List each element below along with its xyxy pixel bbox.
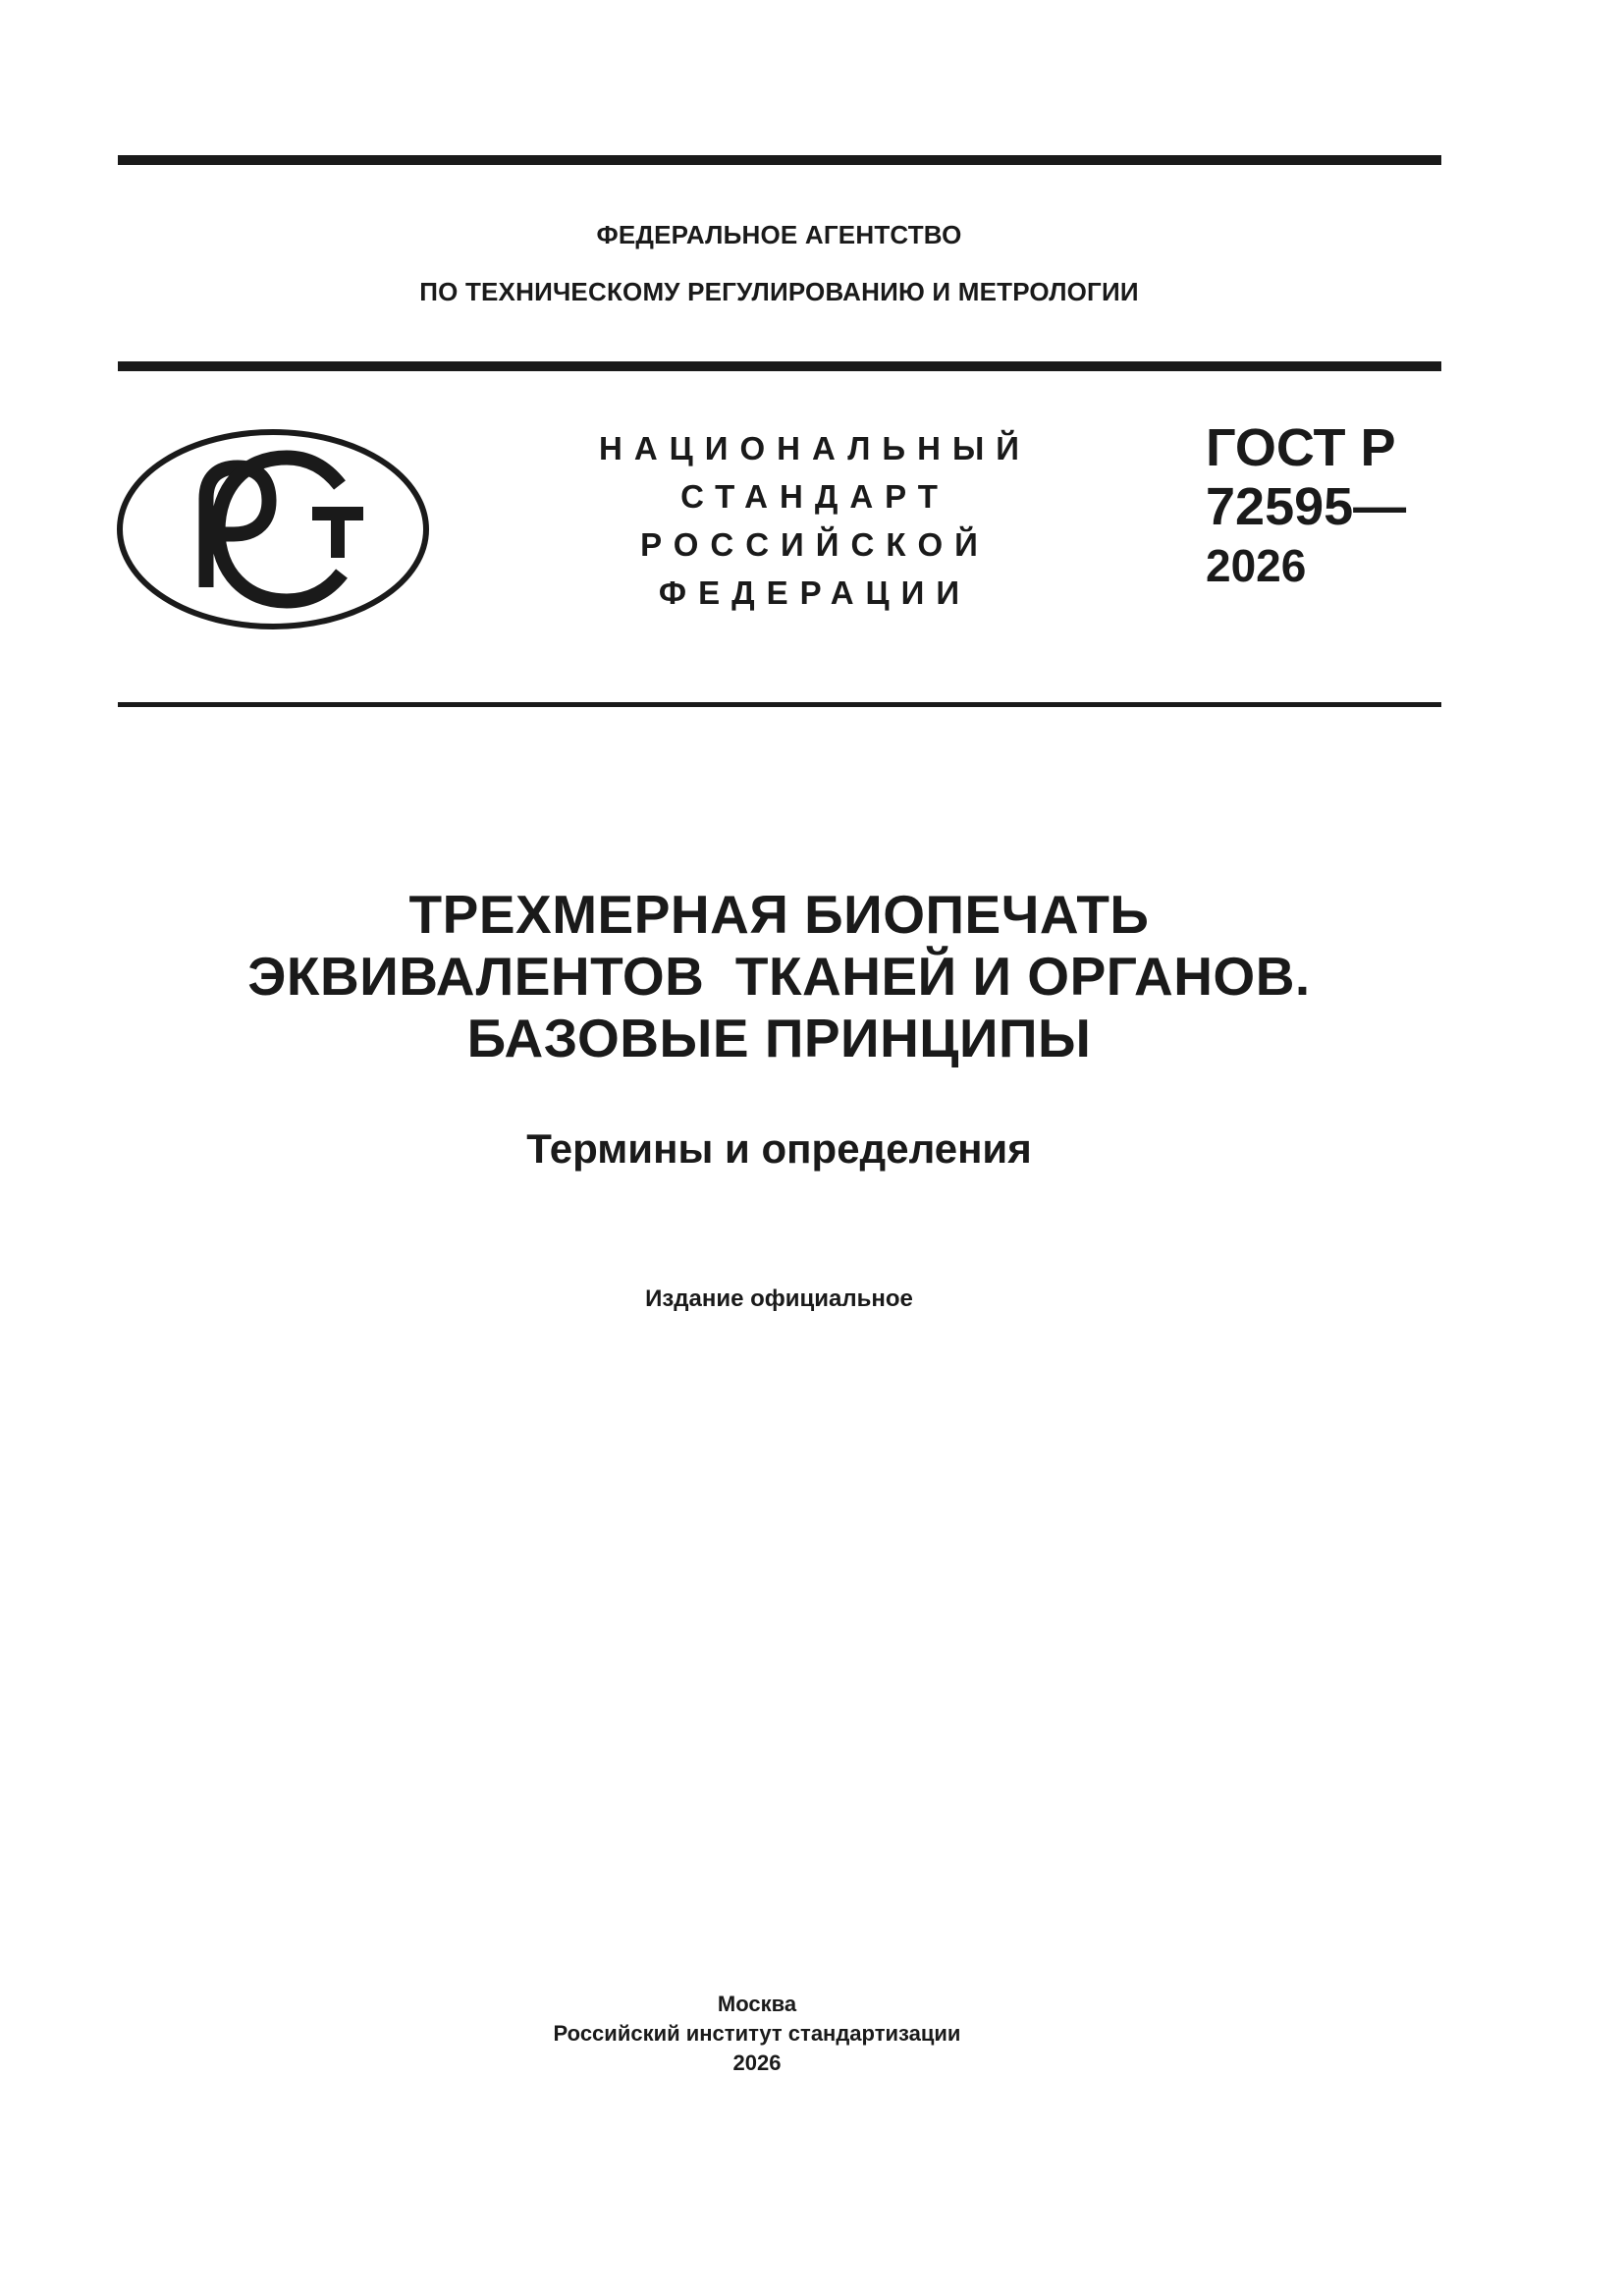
agency-name-line2: ПО ТЕХНИЧЕСКОМУ РЕГУЛИРОВАНИЮ И МЕТРОЛОГИИ — [419, 277, 1139, 306]
title-line: БАЗОВЫЕ ПРИНЦИПЫ — [466, 1008, 1092, 1068]
edition-note: Издание официальное — [645, 1285, 913, 1312]
imprint-block — [0, 1990, 1514, 2078]
standard-designation — [1206, 418, 1406, 595]
standard-type-line: СТАНДАРТ — [680, 478, 949, 515]
standard-type-line: ФЕДЕРАЦИИ — [658, 574, 972, 611]
agency-name-line1: ФЕДЕРАЛЬНОЕ АГЕНТСТВО — [596, 220, 962, 249]
lower-rule — [118, 702, 1441, 707]
standard-type-block — [589, 424, 1041, 617]
designation-prefix: ГОСТ Р — [1206, 418, 1396, 477]
rst-certification-mark-icon — [116, 428, 430, 630]
imprint-city: Москва — [717, 1992, 797, 2016]
designation-year: 2026 — [1206, 540, 1307, 591]
document-subtitle: Термины и определения — [526, 1125, 1032, 1172]
middle-rule — [118, 361, 1441, 371]
imprint-publisher: Российский институт стандартизации — [553, 2021, 961, 2046]
document-title — [0, 884, 1558, 1069]
standard-type-line: РОССИЙСКОЙ — [640, 526, 990, 563]
title-line: ЭКВИВАЛЕНТОВ ТКАНЕЙ И ОРГАНОВ. — [247, 946, 1311, 1007]
title-line: ТРЕХМЕРНАЯ БИОПЕЧАТЬ — [408, 884, 1150, 945]
designation-number: 72595— — [1206, 477, 1407, 536]
standard-type-line: НАЦИОНАЛЬНЫЙ — [599, 430, 1031, 466]
top-rule — [118, 155, 1441, 165]
imprint-year: 2026 — [732, 2050, 782, 2075]
